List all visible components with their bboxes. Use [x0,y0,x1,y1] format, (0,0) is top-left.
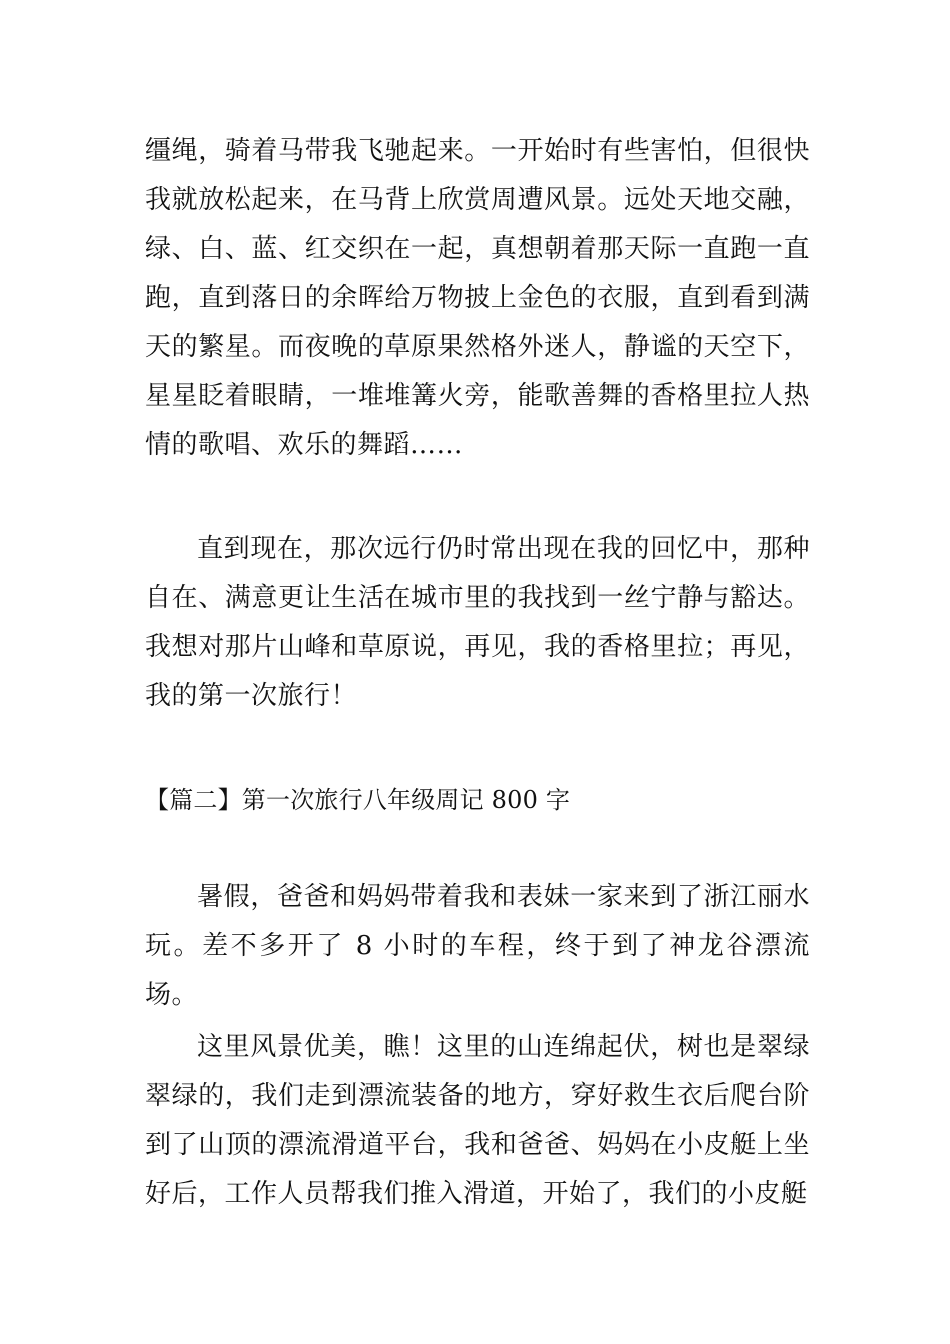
paragraph-memory: 直到现在，那次远行仍时常出现在我的回忆中，那种自在、满意更让生活在城市里的我找到一丝宁静与豁达。我想对那片山峰和草原说，再见，我的香格里拉；再见，我的第一次旅行！ [145,534,810,711]
section-heading: 【篇二】第一次旅行八年级周记 800 字 [145,786,571,814]
paragraph-summer-trip: 暑假，爸爸和妈妈带着我和表妹一家来到了浙江丽水玩。差不多开了 8 小时的车程，终于到了神龙谷漂流场。 [145,882,810,1010]
paragraph-horse-ride: 缰绳，骑着马带我飞驰起来。一开始时有些害怕，但很快我就放松起来，在马背上欣赏周遭风景。远处天地交融，绿、白、蓝、红交织在一起，真想朝着那天际一直跑一直跑，直到落日的余晖给万物披上金色的衣服，直到看到满天的繁星。而夜晚的草原果然格外迷人，静谧的天空下，星星眨着眼睛，一堆堆篝火旁，能歌善舞的香格里拉人热情的歌唱、欢乐的舞蹈…… [145,136,810,460]
paragraph-scenery: 这里风景优美，瞧！这里的山连绵起伏，树也是翠绿翠绿的，我们走到漂流装备的地方，穿好救生衣后爬台阶到了山顶的漂流滑道平台，我和爸爸、妈妈在小皮艇上坐好后，工作人员帮我们推入滑道，开始了，我们的小皮艇 [145,1032,810,1209]
